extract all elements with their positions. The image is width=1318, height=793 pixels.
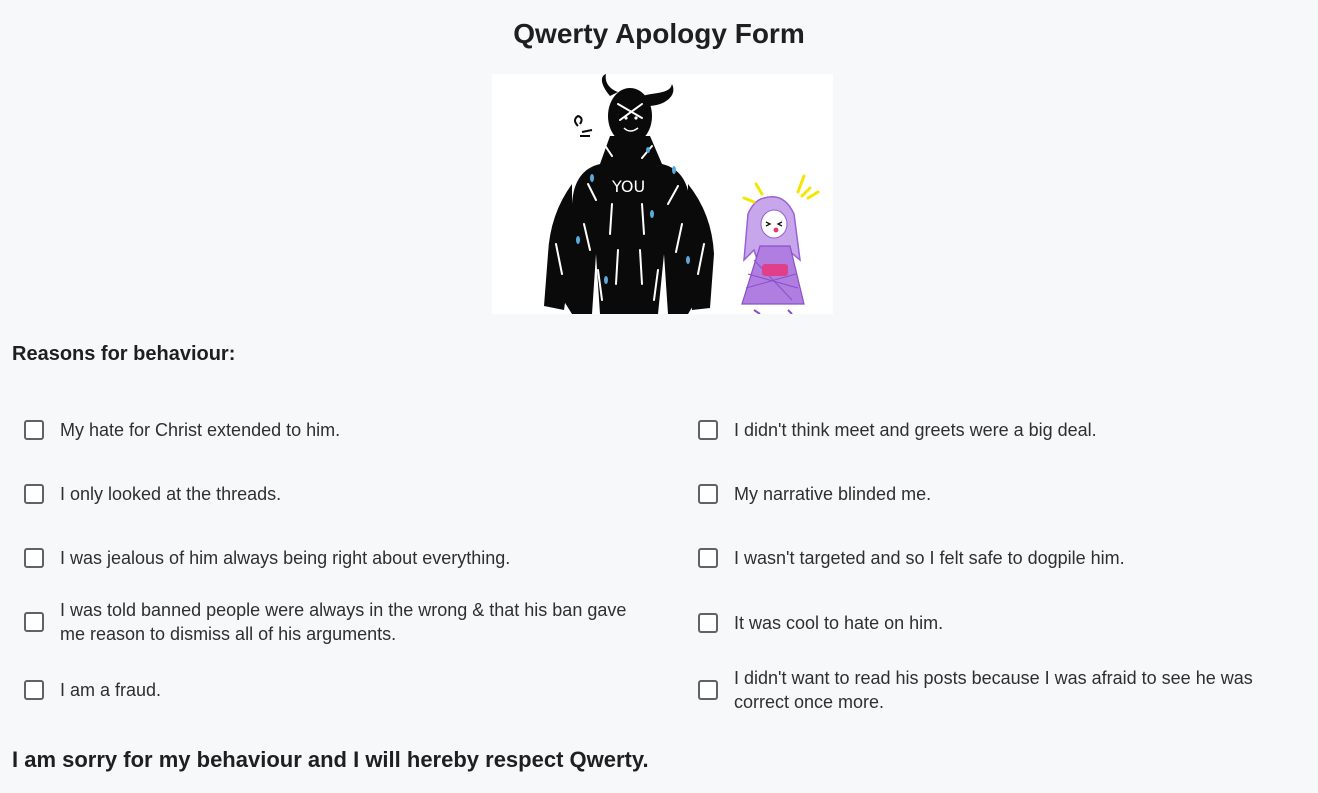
reason-option[interactable] [698, 611, 943, 635]
reason-option[interactable] [698, 418, 1097, 442]
reason-label: I am a fraud. [60, 680, 162, 700]
reason-checkbox[interactable] [698, 420, 718, 440]
reason-option[interactable] [698, 546, 1125, 570]
purple-girl-drawing [742, 176, 818, 314]
reason-option[interactable] [698, 666, 1310, 714]
reason-option[interactable] [24, 546, 510, 570]
reason-checkbox[interactable] [24, 680, 44, 700]
reason-label: I didn't want to read his posts because I was afraid to see he was correct once more. [734, 668, 1253, 712]
reason-option[interactable] [24, 598, 644, 646]
reason-label: I didn't think meet and greets were a big deal. [734, 420, 1097, 440]
reason-label: I wasn't targeted and so I felt safe to dogpile him. [734, 548, 1125, 568]
reason-checkbox[interactable] [24, 484, 44, 504]
reason-checkbox[interactable] [24, 420, 44, 440]
reason-option[interactable] [24, 482, 281, 506]
reason-checkbox[interactable] [698, 680, 718, 700]
reason-option[interactable] [24, 418, 340, 442]
reason-label: My narrative blinded me. [734, 484, 932, 504]
reasons-heading: Reasons for behaviour: [12, 343, 236, 365]
horned-figure-drawing [544, 74, 714, 314]
reason-option[interactable] [24, 678, 161, 702]
reason-label: My hate for Christ extended to him. [60, 420, 341, 440]
svg-text:YOU: YOU [612, 177, 646, 196]
reason-checkbox[interactable] [698, 613, 718, 633]
reason-label: I was told banned people were always in the wrong & that his ban gave me reason to dismiss all of his arguments. [60, 600, 627, 644]
page-title: Qwerty Apology Form [513, 18, 805, 49]
reason-label: I was jealous of him always being right about everything. [60, 548, 511, 568]
reason-checkbox[interactable] [24, 612, 44, 632]
closing-statement: I am sorry for my behaviour and I will hereby respect Qwerty. [12, 747, 649, 772]
reason-checkbox[interactable] [698, 484, 718, 504]
reason-option[interactable] [698, 482, 931, 506]
reason-label: I only looked at the threads. [60, 484, 282, 504]
reason-checkbox[interactable] [24, 548, 44, 568]
illustration-image [492, 74, 833, 314]
reason-checkbox[interactable] [698, 548, 718, 568]
reason-label: It was cool to hate on him. [734, 613, 944, 633]
